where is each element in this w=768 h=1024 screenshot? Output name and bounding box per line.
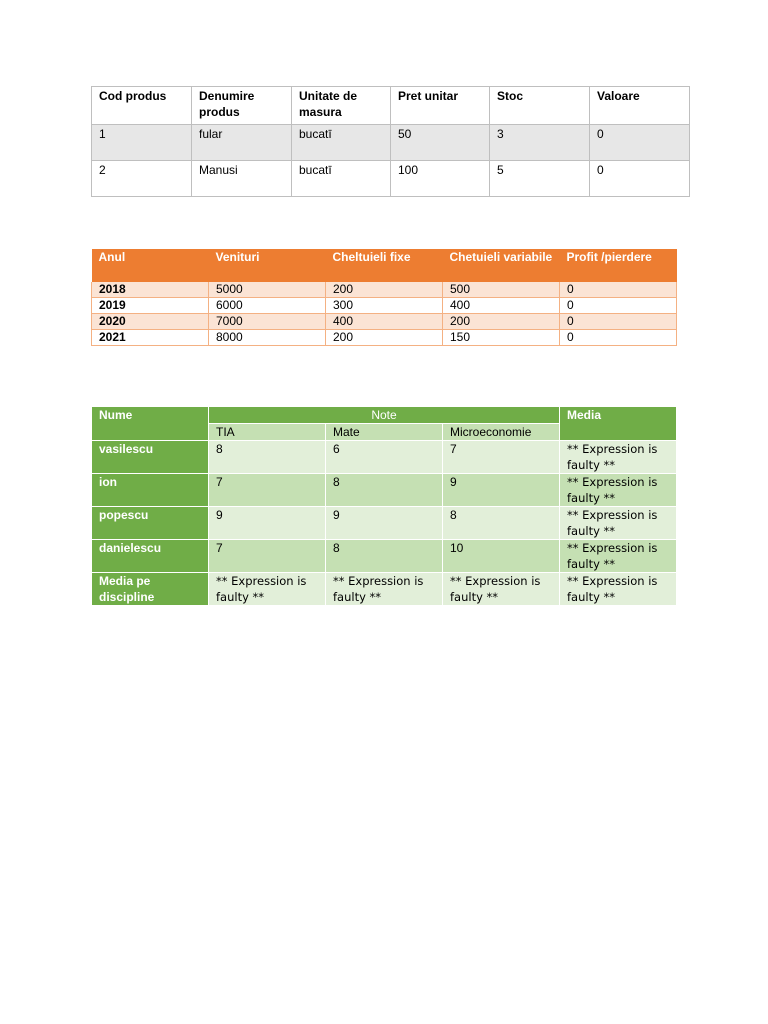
table-cell: 300 (326, 298, 443, 314)
header-cell: Unitate de masura (292, 87, 391, 125)
table-cell: bucatī (292, 161, 391, 197)
grade-cell: 8 (326, 540, 443, 573)
year-cell: 2019 (92, 298, 209, 314)
header-cell: Valoare (590, 87, 690, 125)
name-header: Nume (92, 407, 209, 441)
table-cell: 2 (92, 161, 192, 197)
header-cell: Cheltuieli fixe (326, 249, 443, 282)
student-name: popescu (92, 507, 209, 540)
header-cell: Chetuieli variabile (443, 249, 560, 282)
grades-header-row (92, 407, 677, 424)
table-row (92, 125, 690, 161)
student-name: vasilescu (92, 441, 209, 474)
table-cell: 0 (560, 330, 677, 346)
table-cell: 0 (560, 298, 677, 314)
media-cell: ** Expression is faulty ** (560, 474, 677, 507)
table-cell: 500 (443, 282, 560, 298)
table-row (92, 474, 677, 507)
table-cell: 0 (590, 125, 690, 161)
table-cell: 3 (490, 125, 590, 161)
header-cell: Denumire produs (192, 87, 292, 125)
subject-header: Mate (326, 424, 443, 441)
footer-row (92, 573, 677, 606)
media-cell: ** Expression is faulty ** (560, 441, 677, 474)
table-cell: 6000 (209, 298, 326, 314)
table-cell: 5000 (209, 282, 326, 298)
grade-cell: 8 (443, 507, 560, 540)
footer-label: Media pe discipline (92, 573, 209, 606)
table-cell: 50 (391, 125, 490, 161)
grade-cell: 7 (209, 474, 326, 507)
header-cell: Pret unitar (391, 87, 490, 125)
table-row (92, 298, 677, 314)
header-cell: Venituri (209, 249, 326, 282)
student-name: danielescu (92, 540, 209, 573)
table-cell: 0 (560, 282, 677, 298)
table-cell: Manusi (192, 161, 292, 197)
grade-cell: 7 (443, 441, 560, 474)
media-cell: ** Expression is faulty ** (560, 507, 677, 540)
average-cell: ** Expression is faulty ** (560, 573, 677, 606)
student-name: ion (92, 474, 209, 507)
table-cell: 8000 (209, 330, 326, 346)
products-table (91, 86, 690, 197)
grade-cell: 9 (209, 507, 326, 540)
media-header: Media (560, 407, 677, 441)
table-row (92, 314, 677, 330)
header-cell: Profit /pierdere (560, 249, 677, 282)
header-cell: Cod produs (92, 87, 192, 125)
subject-header: Microeconomie (443, 424, 560, 441)
table-cell: 150 (443, 330, 560, 346)
table-cell: 1 (92, 125, 192, 161)
table-row (92, 330, 677, 346)
average-cell: ** Expression is faulty ** (209, 573, 326, 606)
table-cell: 0 (560, 314, 677, 330)
media-cell: ** Expression is faulty ** (560, 540, 677, 573)
grade-cell: 9 (443, 474, 560, 507)
table-cell: 200 (443, 314, 560, 330)
grade-cell: 8 (326, 474, 443, 507)
table-cell: 400 (326, 314, 443, 330)
table-cell: 7000 (209, 314, 326, 330)
table-cell: fular (192, 125, 292, 161)
grades-table (91, 406, 677, 606)
table-cell: 400 (443, 298, 560, 314)
table-cell: 0 (590, 161, 690, 197)
average-cell: ** Expression is faulty ** (326, 573, 443, 606)
year-cell: 2021 (92, 330, 209, 346)
header-cell: Anul (92, 249, 209, 282)
table-cell: 5 (490, 161, 590, 197)
products-header-row (92, 87, 690, 125)
average-cell: ** Expression is faulty ** (443, 573, 560, 606)
table-row (92, 161, 690, 197)
table-row (92, 540, 677, 573)
finance-header-row (92, 249, 677, 282)
note-group-header: Note (209, 407, 560, 424)
year-cell: 2020 (92, 314, 209, 330)
table-row (92, 507, 677, 540)
grade-cell: 7 (209, 540, 326, 573)
table-cell: 200 (326, 330, 443, 346)
grade-cell: 8 (209, 441, 326, 474)
table-cell: 200 (326, 282, 443, 298)
table-cell: bucatī (292, 125, 391, 161)
grade-cell: 6 (326, 441, 443, 474)
table-cell: 100 (391, 161, 490, 197)
grade-cell: 9 (326, 507, 443, 540)
table-row (92, 282, 677, 298)
header-cell: Stoc (490, 87, 590, 125)
table-row (92, 441, 677, 474)
grade-cell: 10 (443, 540, 560, 573)
finance-table (91, 249, 677, 346)
year-cell: 2018 (92, 282, 209, 298)
subject-header: TIA (209, 424, 326, 441)
